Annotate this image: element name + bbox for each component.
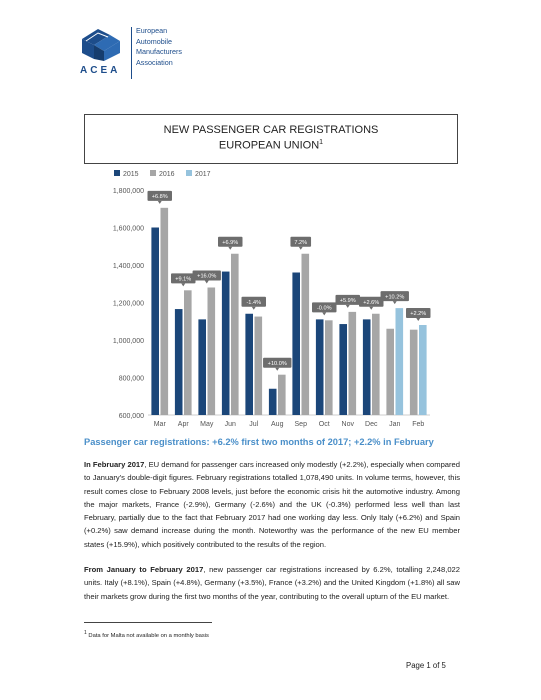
bar-sep-2015: [292, 273, 300, 416]
x-tick-label: Apr: [177, 421, 189, 428]
x-tick-label: Jun: [224, 421, 236, 428]
registrations-chart: [0, 160, 541, 430]
bar-sep-2016: [302, 254, 310, 415]
y-tick-label: 1,200,000: [112, 300, 144, 308]
change-callout-pointer: [393, 301, 397, 304]
change-callout-label: +5.9%: [339, 298, 356, 305]
bar-jul-2015: [245, 314, 253, 415]
bar-aug-2015: [269, 389, 277, 415]
change-callout-label: +9.1%: [175, 276, 192, 283]
bar-aug-2016: [278, 375, 286, 415]
footnote: [84, 630, 209, 639]
change-callout-label: +6.9%: [222, 239, 239, 246]
x-tick-label: Mar: [153, 421, 166, 428]
change-callout-label: +2.2%: [410, 311, 427, 318]
title-line-2-text: EUROPEAN UNION: [218, 139, 320, 152]
bar-mar-2015: [151, 228, 159, 416]
x-tick-label: Jul: [249, 421, 259, 428]
chart-title-box: [84, 114, 458, 164]
change-callout-pointer: [416, 318, 420, 321]
bar-dec-2015: [363, 319, 371, 415]
bar-dec-2016: [372, 314, 380, 415]
change-callout-label: +2.6%: [363, 299, 380, 306]
x-tick-label: Feb: [412, 421, 425, 428]
y-tick-label: 800,000: [118, 375, 144, 383]
paragraph-february-body: , EU demand for passenger cars increased only modestly (+2.2%), especially when compared to January's double-digit figures. February registrations totalled 1,078,490 units. In volume terms, however, this result comes close to February 2008 levels, just before the economic crisis hit the automotive industry. Among the major markets, France (-2.9%), Germany (-2.6%) and the UK (-0.3%) performed less well than last February, partially due to the fact that February 2017 had one working day less. Only Italy (+6.2%) and Spain (+0.2%) saw demand increase during the month. Noteworthy was the performance of the new EU member states (+15.9%), which positively contributed to the results of the region.: [84, 460, 460, 549]
change-callout-label: 7.2%: [294, 239, 308, 246]
footnote-text: Data for Malta not available on a monthly basis: [88, 632, 209, 639]
bar-jan-2016: [386, 329, 394, 415]
change-callout-pointer: [299, 247, 303, 250]
y-tick-label: 1,600,000: [112, 225, 144, 233]
y-tick-label: 1,400,000: [112, 263, 144, 270]
bar-oct-2016: [325, 320, 333, 415]
bar-apr-2016: [184, 290, 192, 415]
x-tick-label: May: [200, 421, 214, 428]
bar-apr-2015: [175, 309, 183, 415]
y-tick-label: 1,000,000: [112, 338, 144, 345]
section-subheading: Passenger car registrations: +6.2% first two months of 2017; +2.2% in February: [84, 437, 434, 447]
change-callout-label: +6.8%: [151, 194, 168, 201]
paragraph-ytd-body: , new passenger car registrations increased by 6.2%, totalling 2,248,022 units. Italy (+8.1%), Spain (+4.8%), Germany (+3.5%), France (+3.2%) and the United Kingdom (+1.8%) all saw their markets grow during the first two months of the year, contributing to the overall upturn of the EU market.: [84, 565, 460, 601]
change-callout-label: +10.2%: [385, 294, 405, 301]
footnote-rule: [84, 622, 212, 623]
change-callout-pointer: [205, 281, 209, 284]
bar-nov-2016: [349, 312, 357, 415]
change-callout-pointer: [369, 307, 373, 310]
logo-association-name: [136, 26, 182, 68]
legend-label: 2016: [159, 171, 175, 178]
bar-feb-2016: [410, 330, 418, 415]
bar-may-2015: [198, 319, 206, 415]
title-footnote-ref: 1: [319, 139, 324, 146]
paragraph-ytd-lead: From January to February 2017: [84, 565, 204, 574]
bar-feb-2017: [419, 325, 427, 415]
legend-swatch: [114, 170, 120, 176]
x-tick-label: Oct: [318, 421, 330, 428]
paragraph-february-lead: In February 2017: [84, 460, 145, 469]
change-callout-pointer: [181, 283, 185, 286]
paragraph-february: [84, 458, 460, 551]
y-tick-label: 1,800,000: [112, 188, 144, 195]
change-callout-pointer: [346, 305, 350, 308]
x-tick-label: Dec: [365, 421, 378, 428]
change-callout-pointer: [275, 368, 279, 371]
legend-label: 2017: [195, 171, 211, 178]
bar-jun-2015: [222, 272, 230, 415]
change-callout-pointer: [158, 201, 162, 204]
logo-line-1: European: [136, 26, 168, 35]
logo-line-2: Automobile: [136, 36, 172, 46]
change-callout-pointer: [228, 247, 232, 250]
title-line-1: NEW PASSENGER CAR REGISTRATIONS: [163, 124, 379, 136]
change-callout-pointer: [322, 312, 326, 315]
logo-line-3: Manufacturers: [136, 47, 182, 56]
legend-swatch: [150, 170, 156, 176]
bar-oct-2015: [316, 319, 324, 415]
acea-logo: [80, 25, 250, 85]
change-callout-label: +16.0%: [197, 273, 217, 280]
bar-may-2016: [208, 288, 216, 416]
bar-mar-2016: [161, 208, 169, 415]
bar-nov-2015: [339, 324, 347, 415]
page-number: Page 1 of 5: [406, 661, 446, 670]
bar-jul-2016: [255, 317, 263, 415]
x-tick-label: Sep: [294, 421, 307, 428]
logo-divider: [131, 27, 132, 79]
title-line-2: [85, 139, 457, 152]
x-tick-label: Aug: [271, 421, 284, 428]
legend-swatch: [186, 170, 192, 176]
change-callout-label: -1.4%: [246, 299, 262, 306]
bar-jan-2017: [396, 308, 404, 415]
change-callout-label: -0.0%: [316, 305, 332, 312]
acea-logo-mark-icon: [80, 25, 122, 63]
change-callout-pointer: [252, 307, 256, 310]
paragraph-year-to-date: [84, 563, 460, 603]
legend-label: 2015: [123, 171, 139, 178]
bar-jun-2016: [231, 254, 239, 415]
logo-acea-text: ACEA: [80, 65, 121, 76]
y-tick-label: 600,000: [118, 413, 144, 420]
x-tick-label: Jan: [389, 421, 401, 428]
logo-line-4: Association: [136, 57, 173, 67]
footnote-number: 1: [84, 630, 87, 636]
change-callout-label: +10.0%: [267, 360, 287, 367]
x-tick-label: Nov: [341, 421, 354, 428]
